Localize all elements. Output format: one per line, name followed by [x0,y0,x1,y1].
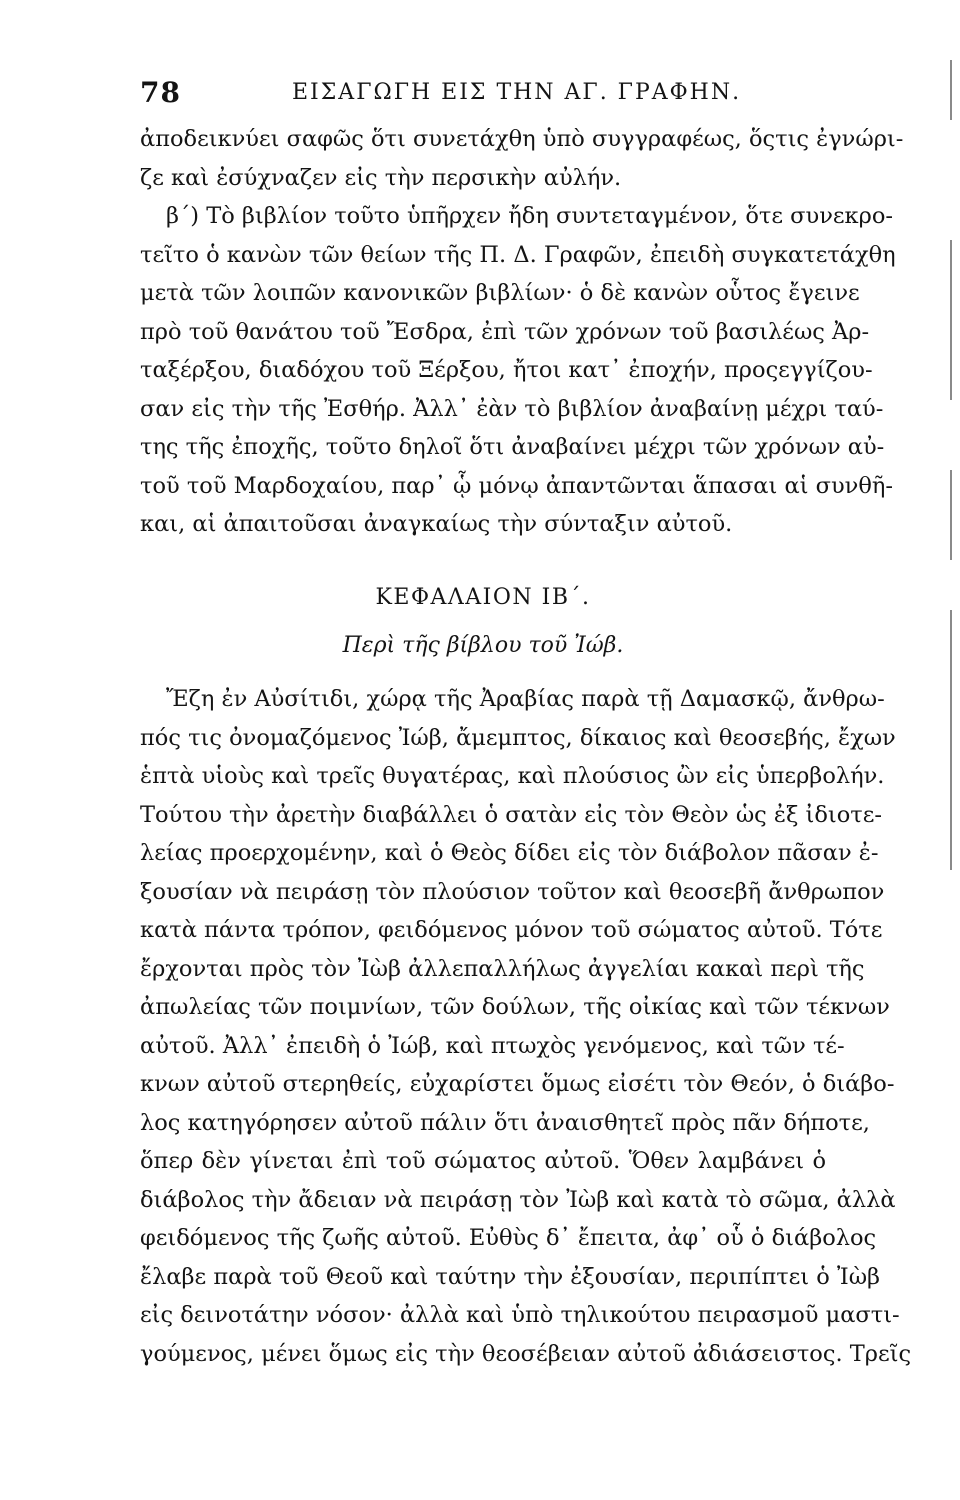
scan-edge-mark [950,610,952,870]
running-title: ΕΙΣΑΓΩΓΗ ΕΙΣ ΤΗΝ ΑΓ. ΓΡΑΦΗΝ. [292,80,742,105]
text-line: εἰς δεινοτάτην νόσον· ἀλλὰ καὶ ὑπὸ τηλικούτου πειρασμοῦ μαστι- [140,1302,900,1328]
text-line: Τούτου τὴν ἀρετὴν διαβάλλει ὁ σατὰν εἰς τὸν Θεὸν ὡς ἐξ ἰδιοτε- [140,801,882,828]
text-line: ἔλαβε παρὰ τοῦ Θεοῦ καὶ ταύτην τὴν ἐξουσίαν, περιπίπτει ὁ Ἰὼβ [140,1263,881,1290]
text-line: σαν εἰς τὴν τῆς Ἐσθήρ. Ἀλλ᾽ ἐὰν τὸ βιβλίον ἀναβαίνῃ μέχρι ταύ- [140,395,884,422]
text-line: ἑπτὰ υἱοὺς καὶ τρεῖς θυγατέρας, καὶ πλούσιος ὢν εἰς ὑπερβολήν. [140,763,885,789]
text-line: φειδόμενος τῆς ζωῆς αὐτοῦ. Εὐθὺς δ᾽ ἔπειτα, ἀφ᾽ οὗ ὁ διάβολος [140,1225,877,1251]
text-line: ὅπερ δὲν γίνεται ἐπὶ τοῦ σώματος αὐτοῦ. Ὅθεν λαμβάνει ὁ [140,1148,826,1174]
text-section-bottom [140,680,912,1373]
text-line: πός τις ὀνομαζόμενος Ἰώβ, ἄμεμπτος, δίκαιος καὶ θεοσεβής, ἔχων [140,724,896,751]
text-line: λος κατηγόρησεν αὐτοῦ πάλιν ὅτι ἀναισθητεῖ πρὸς πᾶν δήποτε, [140,1109,870,1136]
text-line: β΄) Τὸ βιβλίον τοῦτο ὑπῆρχεν ἤδη συντεταγμένον, ὅτε συνεκρο- [166,203,893,229]
text-line: πρὸ τοῦ θανάτου τοῦ Ἔσδρα, ἐπὶ τῶν χρόνων τοῦ βασιλέως Ἀρ- [140,318,870,345]
scan-edge-mark [950,240,952,400]
text-line: ταξέρξου, διαδόχου τοῦ Ξέρξου, ἤτοι κατ᾽ ἐποχήν, προςεγγίζου- [140,357,873,383]
text-section-top [140,120,904,544]
text-line: ἔρχονται πρὸς τὸν Ἰὼβ ἀλλεπαλλήλως ἀγγελίαι κακαὶ περὶ τῆς [140,955,865,982]
text-line: ζε καὶ ἐσύχναζεν εἰς τὴν περσικὴν αὐλήν. [140,164,622,191]
text-line: τεῖτο ὁ κανὼν τῶν θείων τῆς Π. Δ. Γραφῶν, ἐπειδὴ συγκατετάχθη [140,241,896,268]
text-line: κνων αὐτοῦ στερηθείς, εὐχαρίστει ὅμως εἰσέτι τὸν Θεόν, ὁ διάβο- [140,1071,895,1097]
chapter-heading: ΚΕΦΑΛΑΙΟΝ ΙΒ΄. [375,585,591,610]
scan-edge-mark [950,470,952,560]
text-line: ἀποδεικνύει σαφῶς ὅτι συνετάχθη ὑπὸ συγγραφέως, ὅςτις ἐγνώρι- [140,126,904,152]
text-line: γούμενος, μένει ὅμως εἰς τὴν θεοσέβειαν αὐτοῦ ἀδιάσειστος. Τρεῖς [140,1340,912,1367]
text-line: μετὰ τῶν λοιπῶν κανονικῶν βιβλίων· ὁ δὲ κανὼν οὗτος ἔγεινε [140,280,860,306]
text-line: της τῆς ἐποχῆς, τοῦτο δηλοῖ ὅτι ἀναβαίνει μέχρι τῶν χρόνων αὐ- [140,434,885,460]
text-line: αὐτοῦ. Ἀλλ᾽ ἐπειδὴ ὁ Ἰώβ, καὶ πτωχὸς γενόμενος, καὶ τῶν τέ- [140,1032,845,1059]
scan-edge-mark [950,60,952,120]
text-line: διάβολος τὴν ἄδειαν νὰ πειράσῃ τὸν Ἰὼβ καὶ κατὰ τὸ σῶμα, ἀλλὰ [140,1186,896,1213]
text-line: τοῦ τοῦ Μαρδοχαίου, παρ᾽ ᾧ μόνῳ ἀπαντῶνται ἅπασαι αἱ συνθῆ- [140,472,893,499]
text-line: και, αἱ ἀπαιτοῦσαι ἀναγκαίως τὴν σύνταξιν αὐτοῦ. [140,511,733,537]
text-line: κατὰ πάντα τρόπον, φειδόμενος μόνον τοῦ σώματος αὐτοῦ. Τότε [140,917,883,943]
chapter-subtitle: Περὶ τῆς βίβλου τοῦ Ἰώβ. [342,633,624,658]
text-line: ξουσίαν νὰ πειράσῃ τὸν πλούσιον τοῦτον καὶ θεοσεβῆ ἄνθρωπον [140,878,885,905]
page-number: 78 [140,76,181,109]
text-line: λείας προερχομένην, καὶ ὁ Θεὸς δίδει εἰς τὸν διάβολον πᾶσαν ἐ- [140,840,879,866]
page-header [140,76,826,116]
text-line: Ἔζη ἐν Αὐσίτιδι, χώρᾳ τῆς Ἀραβίας παρὰ τῇ Δαμασκῷ, ἄνθρω- [166,686,885,712]
text-line: ἀπωλείας τῶν ποιμνίων, τῶν δούλων, τῆς οἰκίας καὶ τῶν τέκνων [140,994,890,1020]
